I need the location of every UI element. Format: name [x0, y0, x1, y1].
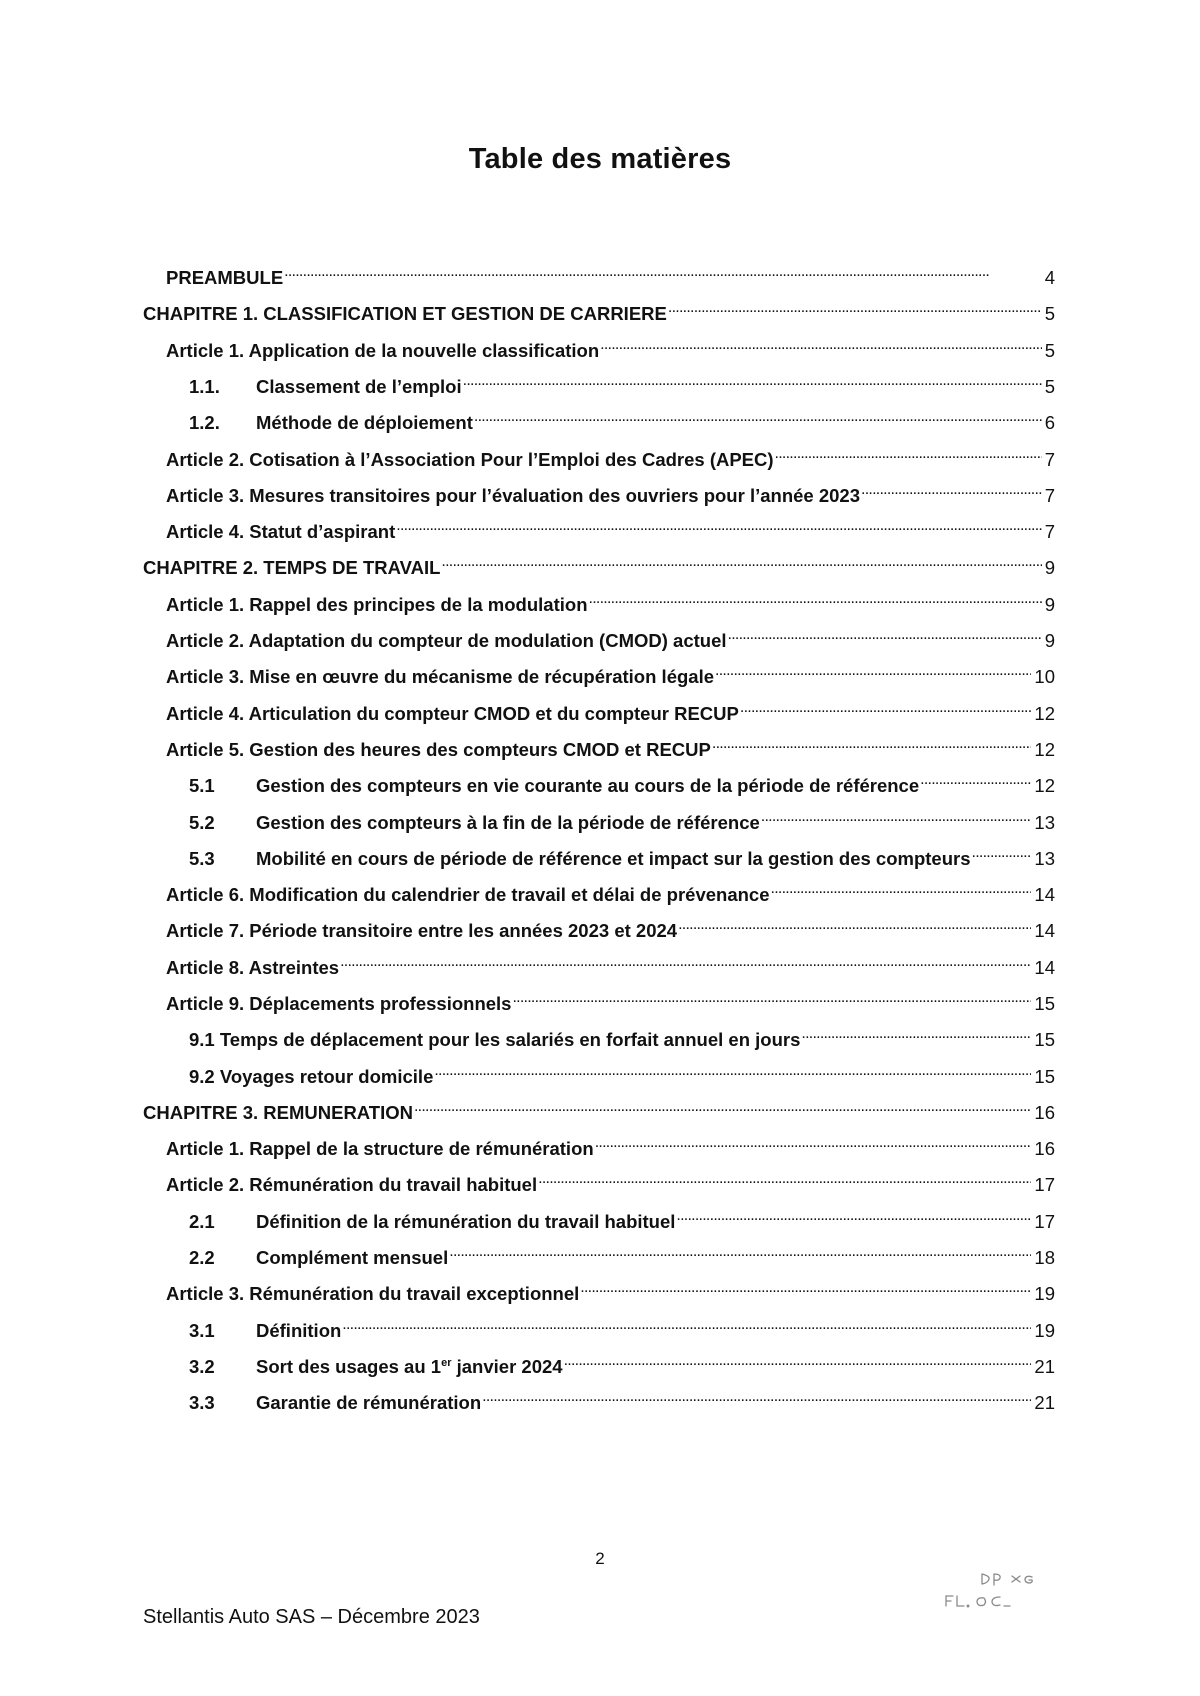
toc-entry-page: 9 [1044, 630, 1055, 651]
toc-entry[interactable] [166, 913, 1055, 943]
toc-entry[interactable] [166, 732, 1055, 762]
toc-entry[interactable] [189, 805, 1055, 835]
toc-entry-number: 3.3 [189, 1392, 215, 1413]
toc-entry-label: Article 9. Déplacements professionnels [166, 993, 512, 1014]
toc-entry-label: Article 1. Rappel des principes de la modulation [166, 594, 588, 615]
toc-entry[interactable] [166, 1167, 1055, 1197]
toc-entry-label: Mobilité en cours de période de référence et impact sur la gestion des compteurs [256, 848, 971, 869]
dot-leader [775, 442, 1042, 466]
toc-entry[interactable] [189, 1349, 1055, 1379]
toc-entry[interactable] [189, 1313, 1055, 1343]
dot-leader [715, 659, 1031, 683]
toc-entry-label: Article 1. Application de la nouvelle classification [166, 340, 600, 361]
toc-entry-number: 1.1. [189, 376, 220, 397]
dot-leader [861, 478, 1042, 502]
toc-entry-number: 5.3 [189, 848, 215, 869]
toc-entry[interactable] [189, 369, 1055, 399]
toc-entry-page: 21 [1034, 1392, 1055, 1413]
toc-entry-label: Définition de la rémunération du travail habituel [256, 1211, 676, 1232]
page-number: 2 [595, 1549, 605, 1568]
toc-entry-number: 5.2 [189, 812, 215, 833]
toc-entry-number: 1.2. [189, 412, 220, 433]
toc-entry-page: 18 [1034, 1247, 1055, 1268]
toc-entry-page: 12 [1034, 703, 1055, 724]
dot-leader [441, 550, 1041, 574]
dot-leader [463, 369, 1042, 393]
toc-entry-page: 21 [1034, 1356, 1055, 1377]
toc-entry-page: 15 [1034, 993, 1055, 1014]
dot-leader [482, 1385, 1031, 1409]
dot-leader [920, 768, 1031, 792]
toc-entry[interactable] [166, 623, 1055, 653]
toc-entry-page: 14 [1034, 920, 1055, 941]
toc-entry[interactable] [189, 1204, 1055, 1234]
toc-entry-label: Garantie de rémunération [256, 1392, 482, 1413]
dot-leader [972, 841, 1032, 865]
toc-entry-number: 3.1 [189, 1320, 215, 1341]
dot-leader [449, 1240, 1031, 1264]
toc-entry-number: 2.2 [189, 1247, 215, 1268]
toc-entry-label: CHAPITRE 2. TEMPS DE TRAVAIL [143, 557, 441, 578]
toc-entry[interactable] [166, 442, 1055, 472]
toc-entry[interactable] [143, 296, 1055, 326]
toc-entry-label: 9.1 Temps de déplacement pour les salariés en forfait annuel en jours [189, 1029, 801, 1050]
dot-leader [801, 1022, 1031, 1046]
toc-entry-label: Classement de l’emploi [256, 376, 462, 397]
toc-entry-label-part: janvier 2024 [451, 1356, 563, 1377]
toc-entry[interactable] [166, 986, 1055, 1016]
dot-leader [512, 986, 1031, 1010]
dot-leader [342, 1313, 1031, 1337]
toc-entry-page: 5 [1044, 340, 1055, 361]
toc-entry-label: Article 2. Adaptation du compteur de modulation (CMOD) actuel [166, 630, 727, 651]
dot-leader [761, 805, 1032, 829]
toc-entry[interactable] [166, 333, 1055, 363]
toc-entry[interactable] [166, 1276, 1055, 1306]
dot-leader [771, 877, 1032, 901]
toc-entry-page: 9 [1044, 594, 1055, 615]
toc-entry-label: Gestion des compteurs en vie courante au cours de la période de référence [256, 775, 920, 796]
toc-entry[interactable] [166, 478, 1055, 508]
toc-entry-label: PREAMBULE [166, 267, 284, 288]
dot-leader [668, 296, 1042, 320]
toc-entry[interactable] [143, 550, 1055, 580]
dot-leader [740, 696, 1032, 720]
toc-entry[interactable] [166, 696, 1055, 726]
toc-entry-page: 13 [1034, 848, 1055, 869]
dot-leader [728, 623, 1042, 647]
toc-entry-page: 19 [1034, 1320, 1055, 1341]
toc-entry-page: 15 [1034, 1066, 1055, 1087]
toc-entry-page: 5 [1044, 303, 1055, 324]
toc-entry-label: Article 8. Astreintes [166, 957, 340, 978]
toc-entry-label: Article 7. Période transitoire entre les années 2023 et 2024 [166, 920, 678, 941]
toc-entry-label: CHAPITRE 1. CLASSIFICATION ET GESTION DE CARRIERE [143, 303, 667, 324]
dot-leader [580, 1276, 1031, 1300]
toc-entry-page: 9 [1044, 557, 1055, 578]
toc-entry-label-part: Sort des usages au 1 [256, 1356, 442, 1377]
toc-entry[interactable] [189, 1059, 1055, 1089]
toc-entry-label: Article 2. Cotisation à l’Association Pour l’Emploi des Cadres (APEC) [166, 449, 774, 470]
footer-text: Stellantis Auto SAS – Décembre 2023 [143, 1606, 480, 1628]
toc-entry-label: Définition [256, 1320, 342, 1341]
toc-entry-label: 9.2 Voyages retour domicile [189, 1066, 434, 1087]
dot-leader [595, 1131, 1032, 1155]
toc-entry-page: 7 [1044, 485, 1055, 506]
toc-entry-number: 5.1 [189, 775, 215, 796]
toc-entry[interactable] [189, 1240, 1055, 1270]
toc-entry-label: Article 4. Statut d’aspirant [166, 521, 396, 542]
toc-entry-page: 14 [1034, 884, 1055, 905]
toc-entry-label: Méthode de déploiement [256, 412, 473, 433]
toc-entry[interactable] [189, 841, 1055, 871]
toc-entry-page: 7 [1044, 521, 1055, 542]
toc-entry-number: 3.2 [189, 1356, 215, 1377]
dot-leader [538, 1167, 1031, 1191]
toc-entry-label: Article 4. Articulation du compteur CMOD et du compteur RECUP [166, 703, 739, 724]
toc-entry[interactable] [189, 1022, 1055, 1052]
toc-entry[interactable] [166, 1131, 1055, 1161]
toc-entry-page: 4 [1044, 267, 1055, 288]
dot-leader [284, 260, 1042, 284]
toc-entry[interactable] [166, 877, 1055, 907]
toc-entry[interactable] [166, 950, 1055, 980]
toc-entry[interactable] [166, 587, 1055, 617]
toc-entry-page: 15 [1034, 1029, 1055, 1050]
toc-entry-page: 7 [1044, 449, 1055, 470]
toc-entry[interactable] [166, 260, 1055, 290]
toc-entry-label: Article 2. Rémunération du travail habituel [166, 1174, 538, 1195]
toc-entry-label: Article 3. Rémunération du travail exceptionnel [166, 1283, 580, 1304]
toc-entry-label: Article 6. Modification du calendrier de travail et délai de prévenance [166, 884, 770, 905]
toc-entry[interactable] [166, 659, 1055, 689]
toc-entry-label: CHAPITRE 3. REMUNERATION [143, 1102, 413, 1123]
toc-entry[interactable] [166, 514, 1055, 544]
toc-entry[interactable] [189, 1385, 1055, 1415]
toc-entry-page: 17 [1034, 1174, 1055, 1195]
toc-entry-page: 12 [1034, 739, 1055, 760]
toc-entry-page: 5 [1044, 376, 1055, 397]
toc-entry-page: 13 [1034, 812, 1055, 833]
toc-entry-label: Article 1. Rappel de la structure de rémunération [166, 1138, 594, 1159]
toc-entry-page: 14 [1034, 957, 1055, 978]
toc-entry-label: Complément mensuel [256, 1247, 449, 1268]
dot-leader [396, 514, 1041, 538]
toc-entry-label: Article 3. Mesures transitoires pour l’évaluation des ouvriers pour l’année 2023 [166, 485, 860, 506]
toc-entry-label-superscript: er [441, 1356, 452, 1369]
dot-leader [434, 1059, 1031, 1083]
toc-entry[interactable] [143, 1095, 1055, 1125]
toc-entry-page: 17 [1034, 1211, 1055, 1232]
page-title: Table des matières [468, 143, 732, 175]
toc-entry-label [256, 1355, 563, 1379]
toc-entry-page: 19 [1034, 1283, 1055, 1304]
toc-entry-number: 2.1 [189, 1211, 215, 1232]
handwritten-initials [940, 1568, 1070, 1628]
toc-entry-label: Article 3. Mise en œuvre du mécanisme de récupération légale [166, 666, 714, 687]
dot-leader [564, 1349, 1032, 1373]
dot-leader [589, 587, 1042, 611]
toc-entry-label: Gestion des compteurs à la fin de la période de référence [256, 812, 760, 833]
toc-entry-label: Article 5. Gestion des heures des compteurs CMOD et RECUP [166, 739, 711, 760]
toc-entry-page: 16 [1034, 1102, 1055, 1123]
dot-leader [600, 333, 1042, 357]
toc-entry-page: 12 [1034, 775, 1055, 796]
dot-leader [414, 1095, 1031, 1119]
toc-entry[interactable] [189, 405, 1055, 435]
dot-leader [678, 913, 1031, 937]
dot-leader [712, 732, 1032, 756]
toc-entry-page: 16 [1034, 1138, 1055, 1159]
toc-entry-page: 6 [1044, 412, 1055, 433]
toc-entry[interactable] [189, 768, 1055, 798]
dot-leader [676, 1204, 1031, 1228]
dot-leader [340, 950, 1031, 974]
toc-entry-page: 10 [1034, 666, 1055, 687]
dot-leader [474, 405, 1042, 429]
